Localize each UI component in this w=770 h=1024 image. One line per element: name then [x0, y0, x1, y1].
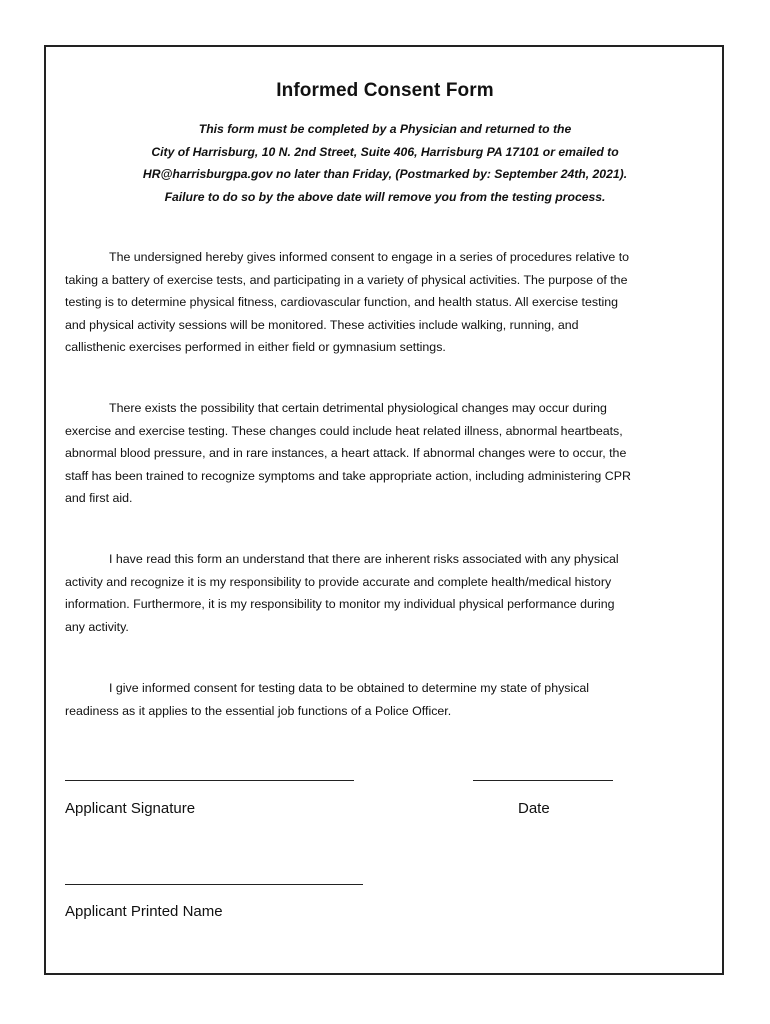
paragraph-line: I give informed consent for testing data to be obtained to determine my state of physical: [109, 681, 590, 695]
applicant-printed-name-label: Applicant Printed Name: [65, 903, 223, 920]
paragraph-line: readiness as it applies to the essential job functions of a Police Officer.: [65, 703, 452, 718]
applicant-signature-line[interactable]: [65, 780, 354, 781]
paragraph-line: and physical activity sessions will be monitored. These activities include walking, running, and: [65, 317, 579, 332]
form-title: Informed Consent Form: [276, 80, 494, 101]
instructions-block: [90, 118, 680, 208]
paragraph-line: I have read this form an understand that there are inherent risks associated with any physical: [109, 552, 619, 566]
paragraph-line: exercise and exercise testing. These changes could include heat related illness, abnormal heartbeats,: [65, 423, 623, 438]
paragraph-line: staff has been trained to recognize symptoms and take appropriate action, including administering CPR: [65, 468, 631, 483]
consent-paragraph-procedures: [65, 246, 705, 359]
paragraph-line: activity and recognize it is my responsibility to provide accurate and complete health/medical history: [65, 574, 612, 589]
applicant-signature-label: Applicant Signature: [65, 800, 196, 817]
paragraph-line: callisthenic exercises performed in either field or gymnasium settings.: [65, 340, 446, 354]
paragraph-line: The undersigned hereby gives informed consent to engage in a series of procedures relative to: [109, 250, 630, 264]
consent-paragraph-acknowledgement: [65, 548, 705, 638]
consent-paragraph-data-use: [65, 677, 705, 722]
paragraph-line: testing is to determine physical fitness, cardiovascular function, and health status. All exercise testing: [65, 295, 619, 309]
paragraph-line: abnormal blood pressure, and in rare instances, a heart attack. If abnormal changes were to occur, the: [65, 446, 627, 460]
consent-paragraph-risks: [65, 397, 705, 510]
date-label: Date: [518, 800, 550, 817]
instructions-line: HR@harrisburgpa.gov no later than Friday, (Postmarked by: September 24th, 2021).: [142, 167, 628, 181]
paragraph-line: taking a battery of exercise tests, and participating in a variety of physical activities. The purpose of the: [65, 272, 628, 287]
date-line[interactable]: [473, 780, 613, 781]
instructions-line: This form must be completed by a Physician and returned to the: [198, 122, 572, 136]
paragraph-line: information. Furthermore, it is my responsibility to monitor my individual physical performance during: [65, 597, 615, 611]
instructions-line: Failure to do so by the above date will remove you from the testing process.: [164, 189, 606, 204]
applicant-printed-name-line[interactable]: [65, 884, 363, 885]
instructions-line: City of Harrisburg, 10 N. 2nd Street, Suite 406, Harrisburg PA 17101 or emailed to: [151, 144, 619, 159]
paragraph-line: any activity.: [65, 619, 129, 634]
paragraph-line: There exists the possibility that certain detrimental physiological changes may occur during: [109, 401, 607, 415]
paragraph-line: and first aid.: [65, 491, 133, 505]
